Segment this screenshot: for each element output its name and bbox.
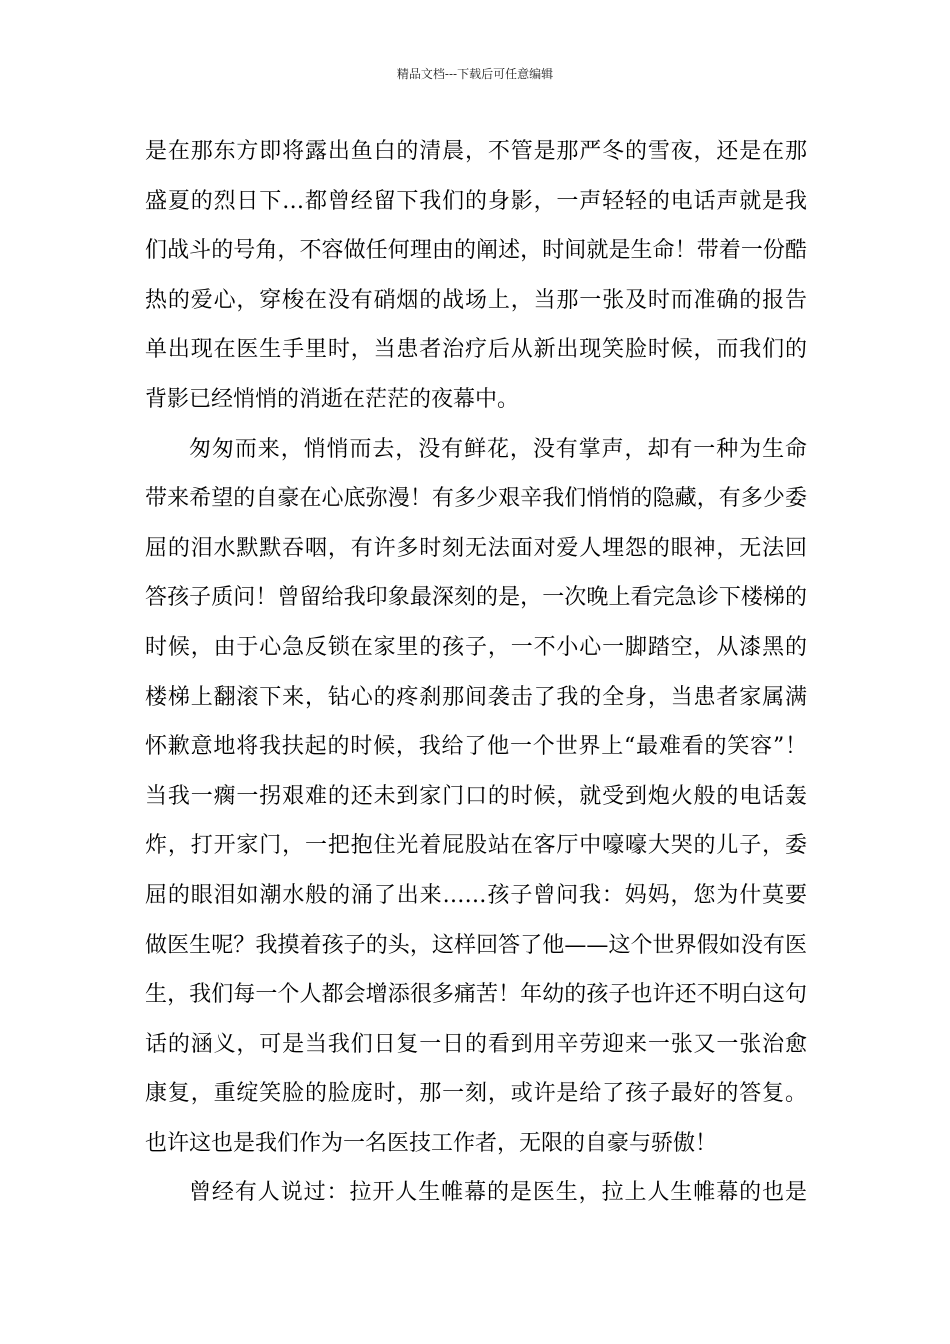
text-line: 怀歉意地将我扶起的时候，我给了他一个世界上“最难看的笑容”！ [145, 734, 807, 760]
text-line: 热的爱心，穿梭在没有硝烟的战场上，当那一张及时而准确的报告 [145, 287, 807, 313]
text-line: 当我一瘸一拐艰难的还未到家门口的时候，就受到炮火般的电话轰 [145, 783, 807, 809]
text-line: 生，我们每一个人都会增添很多痛苦！年幼的孩子也许还不明白这句 [145, 982, 807, 1008]
text-line: 匆匆而来，悄悄而去，没有鲜花，没有掌声，却有一种为生命 [189, 436, 807, 462]
text-line: 康复，重绽笑脸的脸庞时，那一刻，或许是给了孩子最好的答复。 [145, 1081, 807, 1107]
text-line: 屈的泪水默默吞咽，有许多时刻无法面对爱人埋怨的眼神，无法回 [145, 535, 807, 561]
text-line: 带来希望的自豪在心底弥漫！有多少艰辛我们悄悄的隐藏，有多少委 [145, 486, 807, 512]
text-line: 屈的眼泪如潮水般的涌了出来……孩子曾问我：妈妈，您为什莫要 [145, 882, 807, 908]
text-line: 楼梯上翻滚下来，钻心的疼刹那间袭击了我的全身，当患者家属满 [145, 684, 807, 710]
text-line: 答孩子质问！曾留给我印象最深刻的是，一次晚上看完急诊下楼梯的 [145, 585, 807, 611]
text-line: 背影已经悄悄的消逝在茫茫的夜幕中。 [145, 386, 520, 412]
text-line: 也许这也是我们作为一名医技工作者，无限的自豪与骄傲！ [145, 1130, 718, 1156]
text-line: 话的涵义，可是当我们日复一日的看到用辛劳迎来一张又一张治愈 [145, 1031, 807, 1057]
text-line: 炸，打开家门，一把抱住光着屁股站在客厅中嚎嚎大哭的儿子，委 [145, 833, 807, 859]
text-line: 做医生呢？我摸着孩子的头，这样回答了他——这个世界假如没有医 [145, 932, 807, 958]
text-line: 单出现在医生手里时，当患者治疗后从新出现笑脸时候，而我们的 [145, 337, 807, 363]
text-line: 时候，由于心急反锁在家里的孩子，一不小心一脚踏空，从漆黑的 [145, 634, 807, 660]
text-line: 们战斗的号角，不容做任何理由的阐述，时间就是生命！带着一份酷 [145, 238, 807, 264]
text-line: 是在那东方即将露出鱼白的清晨，不管是那严冬的雪夜，还是在那 [145, 139, 807, 164]
text-line: 曾经有人说过：拉开人生帷幕的是医生，拉上人生帷幕的也是 [189, 1180, 807, 1206]
text-line: 盛夏的烈日下…都曾经留下我们的身影，一声轻轻的电话声就是我 [145, 188, 807, 214]
document-body [145, 127, 807, 1218]
page-header: 精品文档---下载后可任意编辑 [396, 67, 554, 81]
